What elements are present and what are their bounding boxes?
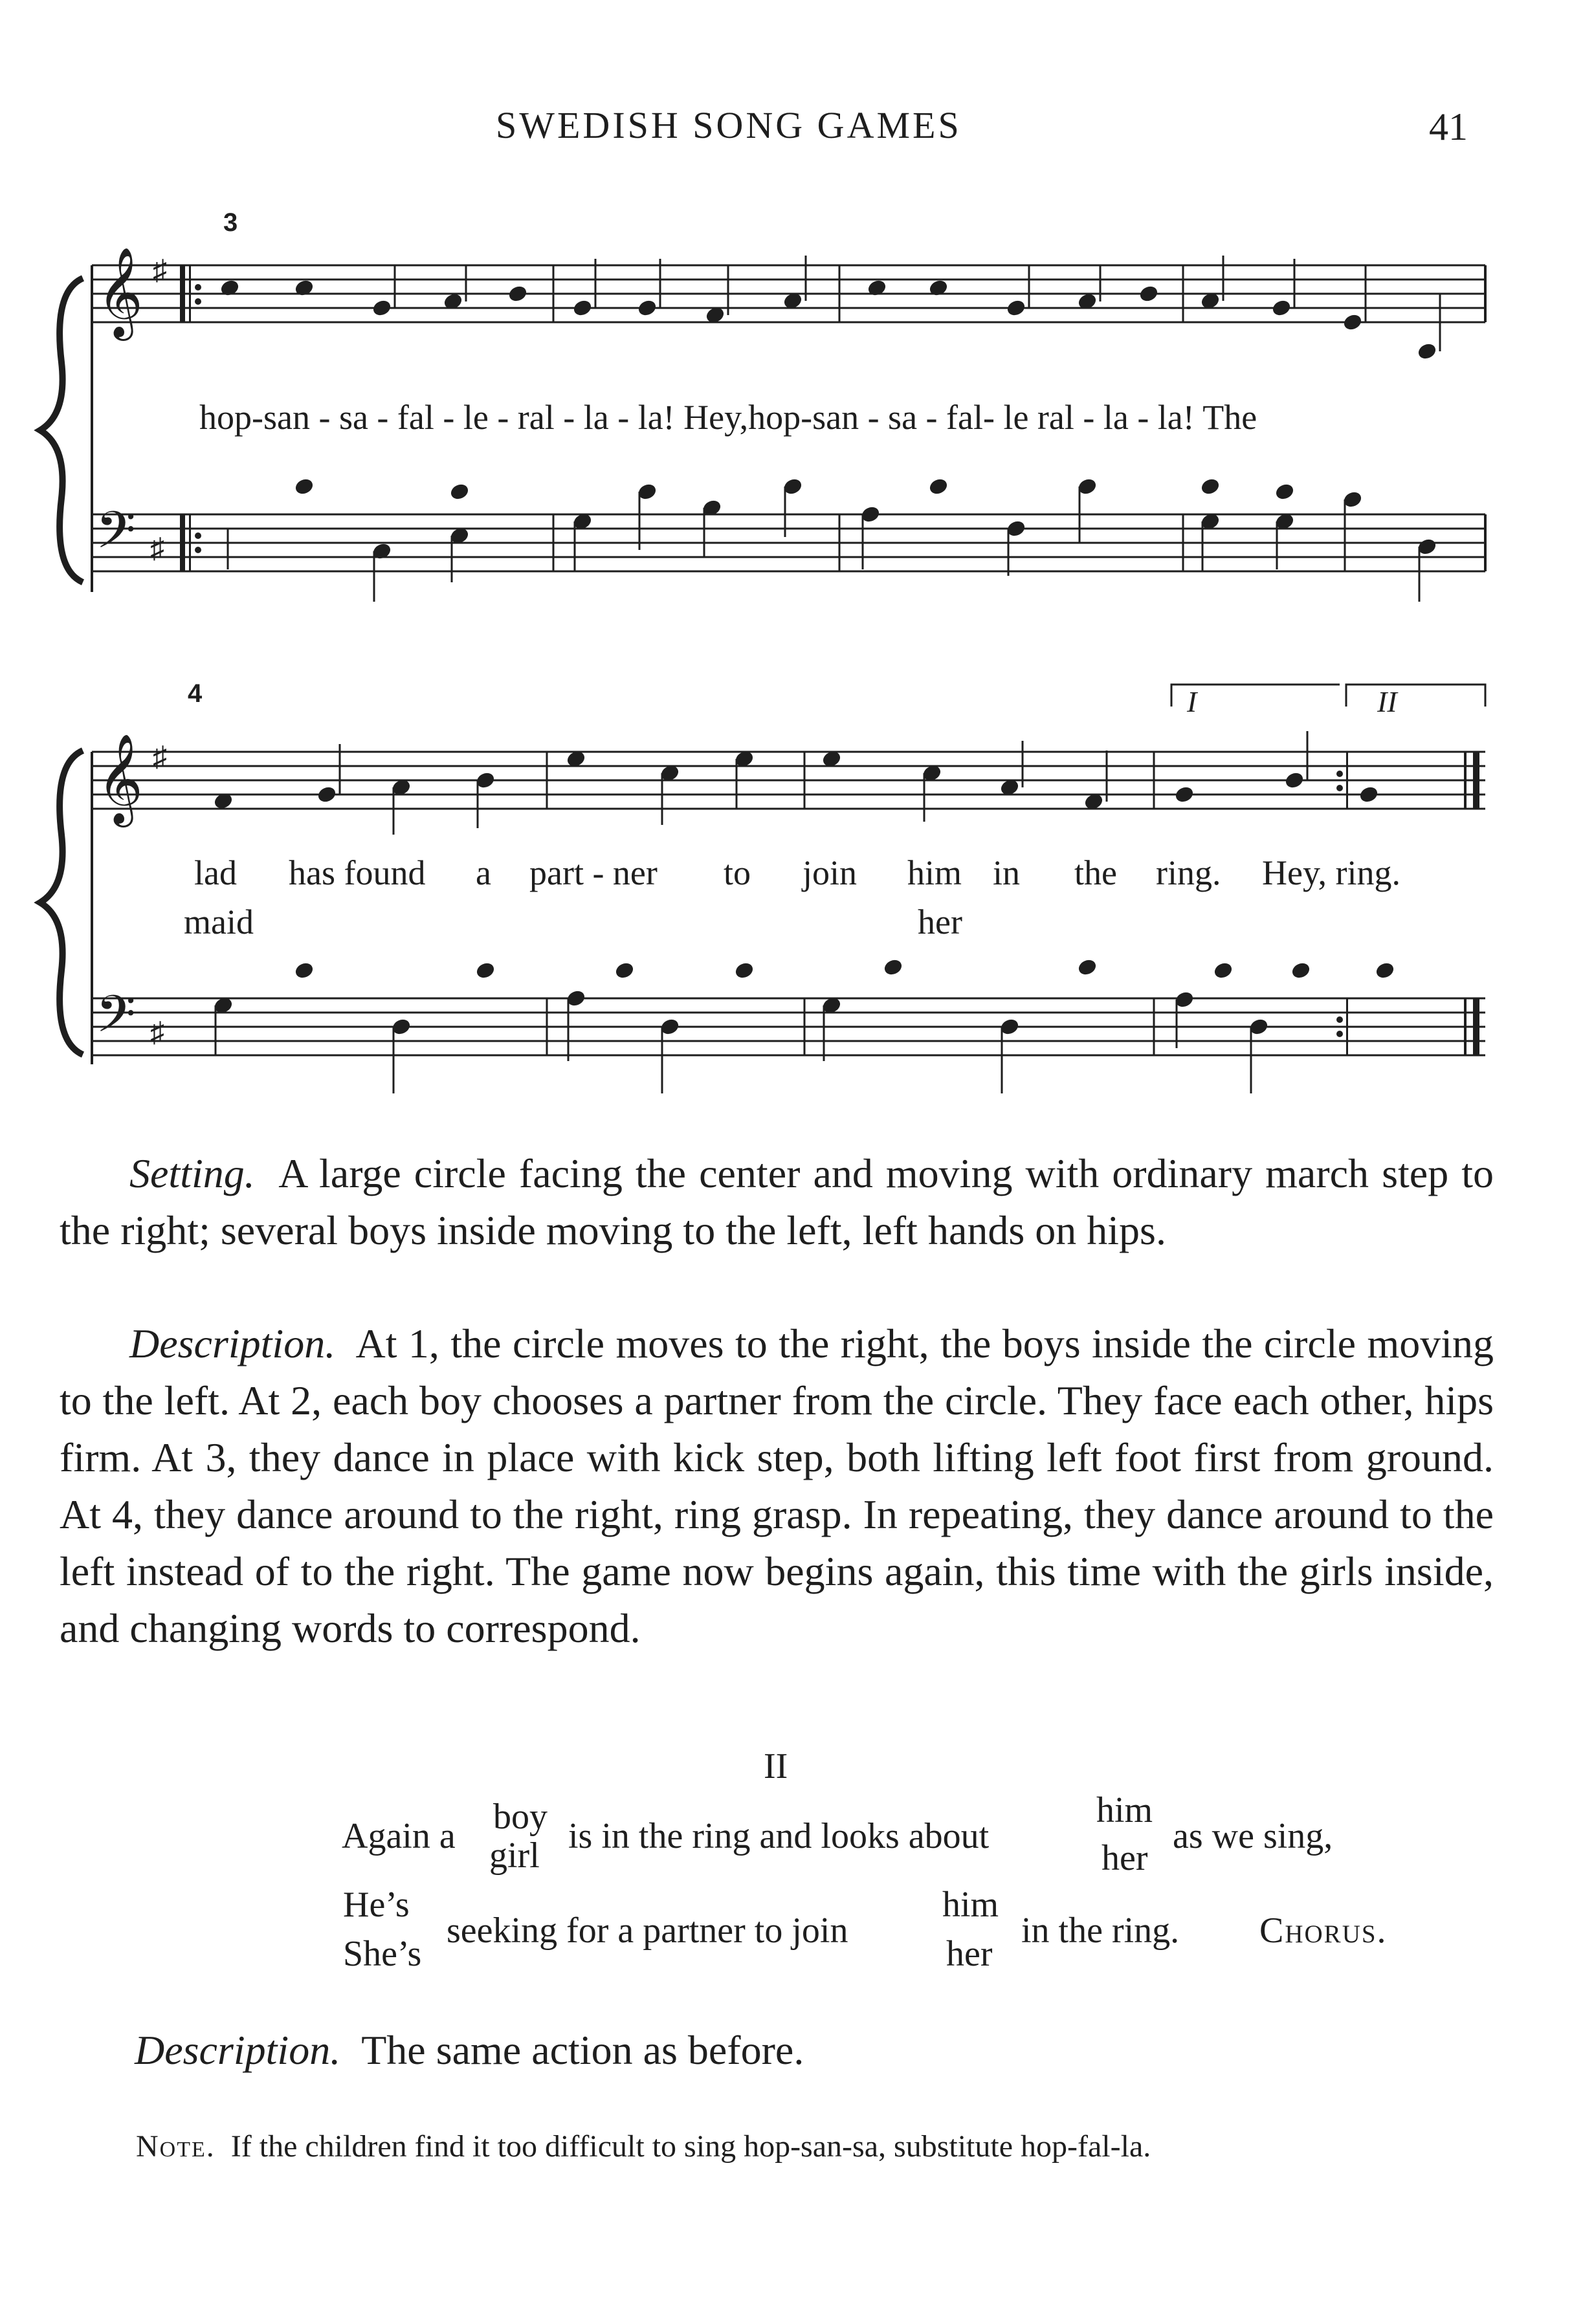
verse-line2-middle: seeking for a partner to join [447,1911,848,1951]
verse-line1-middle: is in the ring and looks about [568,1816,990,1856]
verse-chorus: Chorus. [1259,1911,1388,1951]
volta-bracket-2 [1346,685,1485,707]
description-label: Description. [129,1321,336,1366]
treble-clef: 𝄞 [97,247,143,337]
setting-text: A large circle facing the center and moving with ordinary march step to the right; several boys inside moving to the left, left hands on hips. [60,1150,1494,1253]
note-label: Note. [136,2129,216,2164]
verse-hes: He’s [343,1885,410,1925]
system-brace [40,751,83,1055]
lyric-word: lad [194,853,237,892]
lyric-word: ring. [1156,853,1221,892]
description-2 [135,2026,804,2074]
description-2-label: Description. [135,2027,341,2073]
lyric-word: to [724,853,751,892]
verse-shes: She’s [343,1934,422,1974]
verse-numeral: II [764,1746,788,1786]
lyric-word: part - ner [529,853,658,892]
verse-boy: boy [493,1797,548,1837]
description-text: At 1, the circle moves to the right, the boys inside the circle moving to the left. At 2, each boy chooses a partner from the circle. They face each other, hips firm. At 3, they dance in place with kick step, both lifting left foot first from ground. At 4, they dance around to the right, ring grasp. In repeating, they dance around to the left instead of to the right. The game now begins again, this time with the girls inside, and changing words to correspond. [60,1321,1494,1651]
bass-clef: 𝄢 [96,984,136,1057]
key-signature-sharp: ♯ [150,1016,164,1048]
lyric-word-alt: her [918,903,962,941]
verse-line1-start: Again a [342,1816,456,1856]
verse-him: him [1096,1790,1153,1830]
setting-paragraph [60,1145,1494,1259]
system-number: 3 [223,208,238,237]
footnote [136,2129,1151,2164]
key-signature-sharp: ♯ [150,532,164,564]
treble-notes [214,731,1378,835]
lyric-word: join [803,853,858,892]
description-paragraph [60,1315,1494,1657]
description-2-text: The same action as before. [361,2027,804,2073]
note-text: If the children find it too difficult to sing hop-san-sa, substitute hop-fal-la. [230,2129,1151,2164]
verse-girl: girl [489,1836,540,1876]
lyric-word: the [1074,853,1117,892]
lyric-word: him [907,853,962,892]
verse-line2-end: in the ring. [1021,1911,1180,1951]
setting-label: Setting. [129,1150,255,1196]
final-barline [1464,752,1479,1055]
verse-her: her [1101,1838,1148,1878]
verse-him: him [942,1885,999,1925]
verse-her: her [946,1934,993,1974]
page-number: 41 [1429,105,1468,148]
bass-clef: 𝄢 [96,500,136,573]
lyric-word: has found [289,853,426,892]
lyric-word: a [476,853,491,892]
key-signature-sharp: ♯ [153,741,167,773]
verse-line1-end: as we sing, [1173,1816,1333,1856]
lyrics-system-3: hop-san - sa - fal - le - ral - la - la! Hey,hop-san - sa - fal- le ral - la - la! The [199,398,1257,437]
lyric-word: Hey, ring. [1262,853,1400,892]
lyric-word: in [993,853,1021,892]
lyric-word-alt: maid [184,903,254,941]
running-header: SWEDISH SONG GAMES [496,104,962,146]
treble-clef: 𝄞 [97,734,143,824]
system-number: 4 [188,679,203,708]
volta-label-1: I [1187,685,1197,718]
key-signature-sharp: ♯ [153,254,167,286]
volta-label-2: II [1377,685,1397,718]
